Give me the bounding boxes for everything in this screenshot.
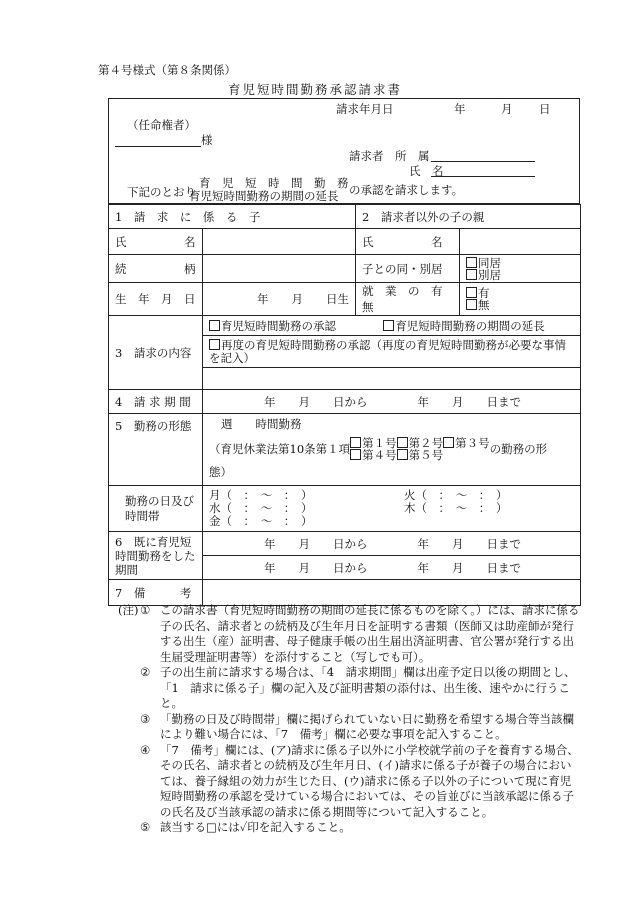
relation-label: 続 柄 [109,255,203,283]
form-number: 第４号様式（第８条関係） [98,63,236,77]
wed-slot: 水（ ： 〜 ： ） [209,501,313,515]
law-opt1-checkbox[interactable] [350,437,361,448]
employment-yes-checkbox[interactable] [466,287,477,298]
date-day: 日 [539,102,551,116]
section-4-label: 4 請 求 期 間 [109,390,203,414]
phrase-suffix: の承認を請求します。 [349,183,464,197]
law-suffix: の勤務の形 [489,442,548,456]
sama-label: 様 [201,133,213,147]
approval-checkbox[interactable] [209,320,220,331]
approval-label: 育児短時間勤務の承認 [221,318,336,333]
note-2-mark: ② [140,665,151,679]
mon-slot: 月（ ： 〜 ： ） [209,488,313,502]
phrase-option-extension: 育児短時間勤務の期間の延長 [189,189,339,203]
extension-label: 育児短時間勤務の期間の延長 [395,318,545,333]
prior-period-1[interactable] [203,532,581,556]
notes [118,603,580,836]
prior-period-2[interactable] [203,556,581,580]
cohabit-together-checkbox[interactable] [466,257,477,268]
period-to: 年 月 日まで [417,394,521,409]
law-opt4-checkbox[interactable] [350,449,361,460]
note-1-text: この請求書（育児短時間勤務の期間の延長に係るものを除く。）には、請求に係る子の氏名、請求者との続柄及び生年月日を証明する書類（医師又は助産師が発行する出生（産）証明書、母子健康手帳の出生届出済証明書、官公署が発行する出生届受理証明書等）を添付すること（写しでも可）。 [160,603,580,664]
child-name-label: 氏 名 [109,229,203,255]
affiliation-label: 所 属 [395,149,430,163]
notes-head: (注) [118,603,139,617]
cohabit-options [460,255,581,283]
section-3-label: 3 請求の内容 [109,316,203,390]
note-5 [118,820,580,836]
again-option [203,336,581,368]
prior1-to: 年 月 日まで [417,536,521,551]
request-table [108,204,581,606]
again-label: 再度の育児短時間勤務の承認（再度の育児短時間勤務が必要な事情を記入） [209,337,566,365]
period-from: 年 月 日から [264,394,368,409]
request-type-options [203,316,581,336]
name-label: 氏 名 [409,164,444,178]
note-4 [118,743,580,821]
law-opt3-checkbox[interactable] [443,437,454,448]
parent-name-field[interactable] [460,229,581,255]
note-4-mark: ④ [140,742,151,757]
law-opt2-label: 第２号 [408,436,444,450]
appointer-label: （任命権者） [127,118,196,132]
law-opt4-label: 第４号 [362,448,397,462]
employment-no-label: 無 [478,298,490,312]
date-month: 月 [501,102,513,116]
week-hours: 週 時間勤務 [221,417,302,431]
phrase-prefix: 下記のとおり [127,185,196,199]
section-1-header: 1 請 求 に 係 る 子 [109,205,356,229]
days-label: 勤務の日及び時間帯 [109,486,203,532]
fri-slot: 金（ ： 〜 ： ） [209,514,313,528]
law-opt2-checkbox[interactable] [397,437,408,448]
phrase-option-short-time: 育 児 短 時 間 勤 務 [199,176,349,190]
prior2-from: 年 月 日から [264,560,368,575]
note-1-mark: ① [140,603,151,617]
cohabit-together-label: 同居 [478,255,502,270]
law-suffix-2: 態） [209,465,232,479]
appointer-field[interactable] [115,132,201,147]
request-header-box [108,98,580,204]
law-opt1-label: 第１号 [362,436,397,450]
note-3-mark: ③ [140,711,151,726]
child-name-field[interactable] [203,229,356,255]
section-6-label: 6 既に育児短時間勤務をした期間 [109,532,203,580]
thu-slot: 木（ ： 〜 ： ） [404,501,508,515]
date-year: 年 [454,102,466,116]
section-2-header: 2 請求者以外の子の親 [356,205,581,229]
law-opt3-label: 第３号 [455,436,490,450]
name-field[interactable] [431,162,535,177]
cohabit-label: 子との同・別居 [356,255,460,283]
cohabit-separate-label: 別居 [478,267,502,282]
prior2-to: 年 月 日まで [417,560,521,575]
section-5-label: 5 勤務の形態 [109,414,203,486]
requester-label: 請求者 [349,149,384,163]
form-title: 育児短時間勤務承認請求書 [227,82,402,97]
note-2 [118,665,580,712]
law-opt5-label: 第５号 [408,448,444,462]
affiliation-field[interactable] [431,147,535,162]
note-2-text: 子の出生前に請求する場合は、「4 請求期間」欄は出産予定日以後の期間とし、「1 請求に係る子」欄の記入及び証明書類の添付は、出生後、速やかに行うこと。 [160,665,576,710]
parent-name-label: 氏 名 [356,229,460,255]
request-content-field[interactable] [203,368,581,390]
birthdate-label: 生 年 月 日 [109,283,203,316]
cohabit-separate-checkbox[interactable] [466,269,477,280]
employment-label: 就 業 の 有 無 [356,283,460,316]
relation-field[interactable] [203,255,356,283]
employment-yes-label: 有 [478,286,490,300]
work-form-field [203,414,581,486]
law-prefix: （育児休業法第10条第１項 [209,442,351,456]
days-field[interactable] [203,486,581,532]
prior1-from: 年 月 日から [264,536,368,551]
employment-no-checkbox[interactable] [466,299,477,310]
note-5-mark: ⑤ [140,820,151,834]
note-1 [118,603,580,665]
remarks-field[interactable] [203,580,581,606]
request-period-field[interactable] [203,390,581,414]
section-7-label: 7 備 考 [109,580,203,606]
note-4-text: 「7 備考」欄には、(ア)請求に係る子以外に小学校就学前の子を養育する場合、その氏名、請求者との続柄及び生年月日、(イ)請求に係る子が養子の場合においては、養子縁組の効力が生じた日、(ウ)請求に係る子以外の子について現に育児短時間勤務の承認を受けている場合においては、その旨並びに当該承認に係る子の氏名及び当該承認の請求に係る期間等について記入すること。 [160,742,579,819]
tue-slot: 火（ ： 〜 ： ） [404,488,508,502]
note-3 [118,712,580,743]
law-opt5-checkbox[interactable] [397,449,408,460]
extension-checkbox[interactable] [383,320,394,331]
again-checkbox[interactable] [209,339,220,350]
note-3-text: 「勤務の日及び時間帯」欄に掲げられていない日に勤務を希望する場合等当該欄により難い場合には、「7 備考」欄に必要な事項を記入すること。 [160,711,574,741]
birthdate-field[interactable]: 年 月 日生 [203,283,356,316]
note-5-text: 該当する□には✓印を記入すること。 [160,820,351,834]
employment-options [460,283,581,316]
request-date-label: 請求年月日 [336,102,394,116]
